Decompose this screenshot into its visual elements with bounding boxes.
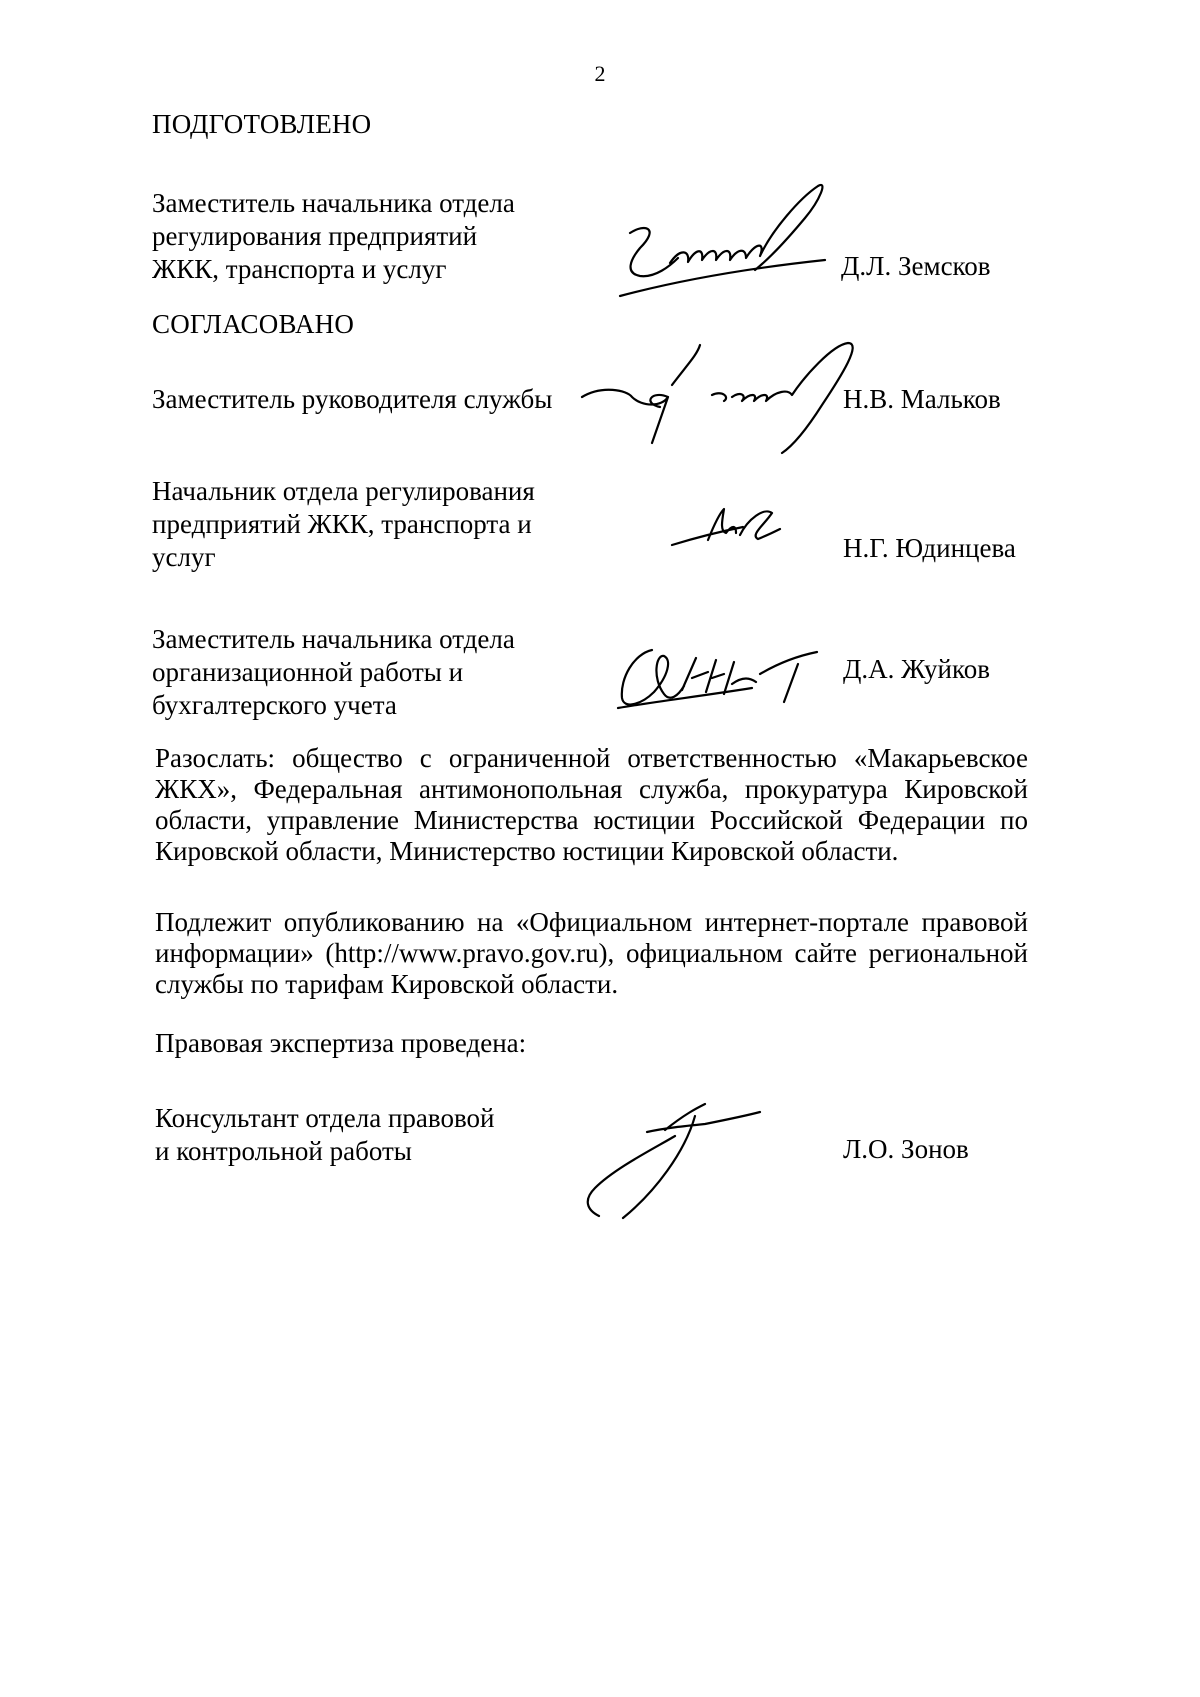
signature-yudintseva	[668, 495, 788, 565]
role-line: регулирования предприятий	[152, 221, 478, 251]
signature-zonov	[575, 1092, 775, 1232]
role-line: предприятий ЖКК, транспорта и	[152, 509, 532, 539]
role-line: Заместитель начальника отдела	[152, 624, 515, 654]
signature-malkov	[572, 335, 872, 465]
role-line: Начальник отдела регулирования	[152, 476, 535, 506]
role-line: организационной работы и	[152, 657, 464, 687]
distribution-paragraph: Разослать: общество с ограниченной ответственностью «Макарьевское ЖКХ», Федеральная антимонопольная служба, прокуратура Кировской области, управление Министерства юстиции Российской Федерации по Кировской области, Министерство юстиции Кировской области.	[155, 743, 1028, 866]
legal-review-name: Л.О. Зонов	[843, 1134, 969, 1164]
signature-zhuykov	[612, 638, 827, 718]
role-line: услуг	[152, 542, 216, 572]
legal-review-heading: Правовая экспертиза проведена:	[155, 1028, 527, 1058]
agreed-signer-3-role	[152, 623, 592, 722]
legal-review-role	[155, 1102, 595, 1168]
agreed-signer-2-name: Н.Г. Юдинцева	[843, 533, 1016, 563]
role-line: бухгалтерского учета	[152, 690, 397, 720]
prepared-heading: ПОДГОТОВЛЕНО	[152, 109, 372, 139]
role-line: Консультант отдела правовой	[155, 1103, 495, 1133]
page-number: 2	[594, 61, 606, 86]
role-line: ЖКК, транспорта и услуг	[152, 254, 447, 284]
signature-zemskov	[600, 178, 830, 308]
role-line: и контрольной работы	[155, 1136, 412, 1166]
prepared-role	[152, 187, 592, 286]
publication-paragraph: Подлежит опубликованию на «Официальном интернет-портале правовой информации» (http://www.pravo.gov.ru), официальном сайте региональной службы по тарифам Кировской области.	[155, 907, 1028, 999]
agreed-heading: СОГЛАСОВАНО	[152, 309, 355, 339]
agreed-signer-1-name: Н.В. Мальков	[843, 384, 1001, 414]
role-line: Заместитель начальника отдела	[152, 188, 515, 218]
role-line: Заместитель руководителя службы	[152, 384, 553, 414]
prepared-name: Д.Л. Земсков	[841, 251, 991, 281]
agreed-signer-3-name: Д.А. Жуйков	[843, 654, 990, 684]
agreed-signer-2-role	[152, 475, 592, 574]
agreed-signer-1-role	[152, 383, 612, 416]
